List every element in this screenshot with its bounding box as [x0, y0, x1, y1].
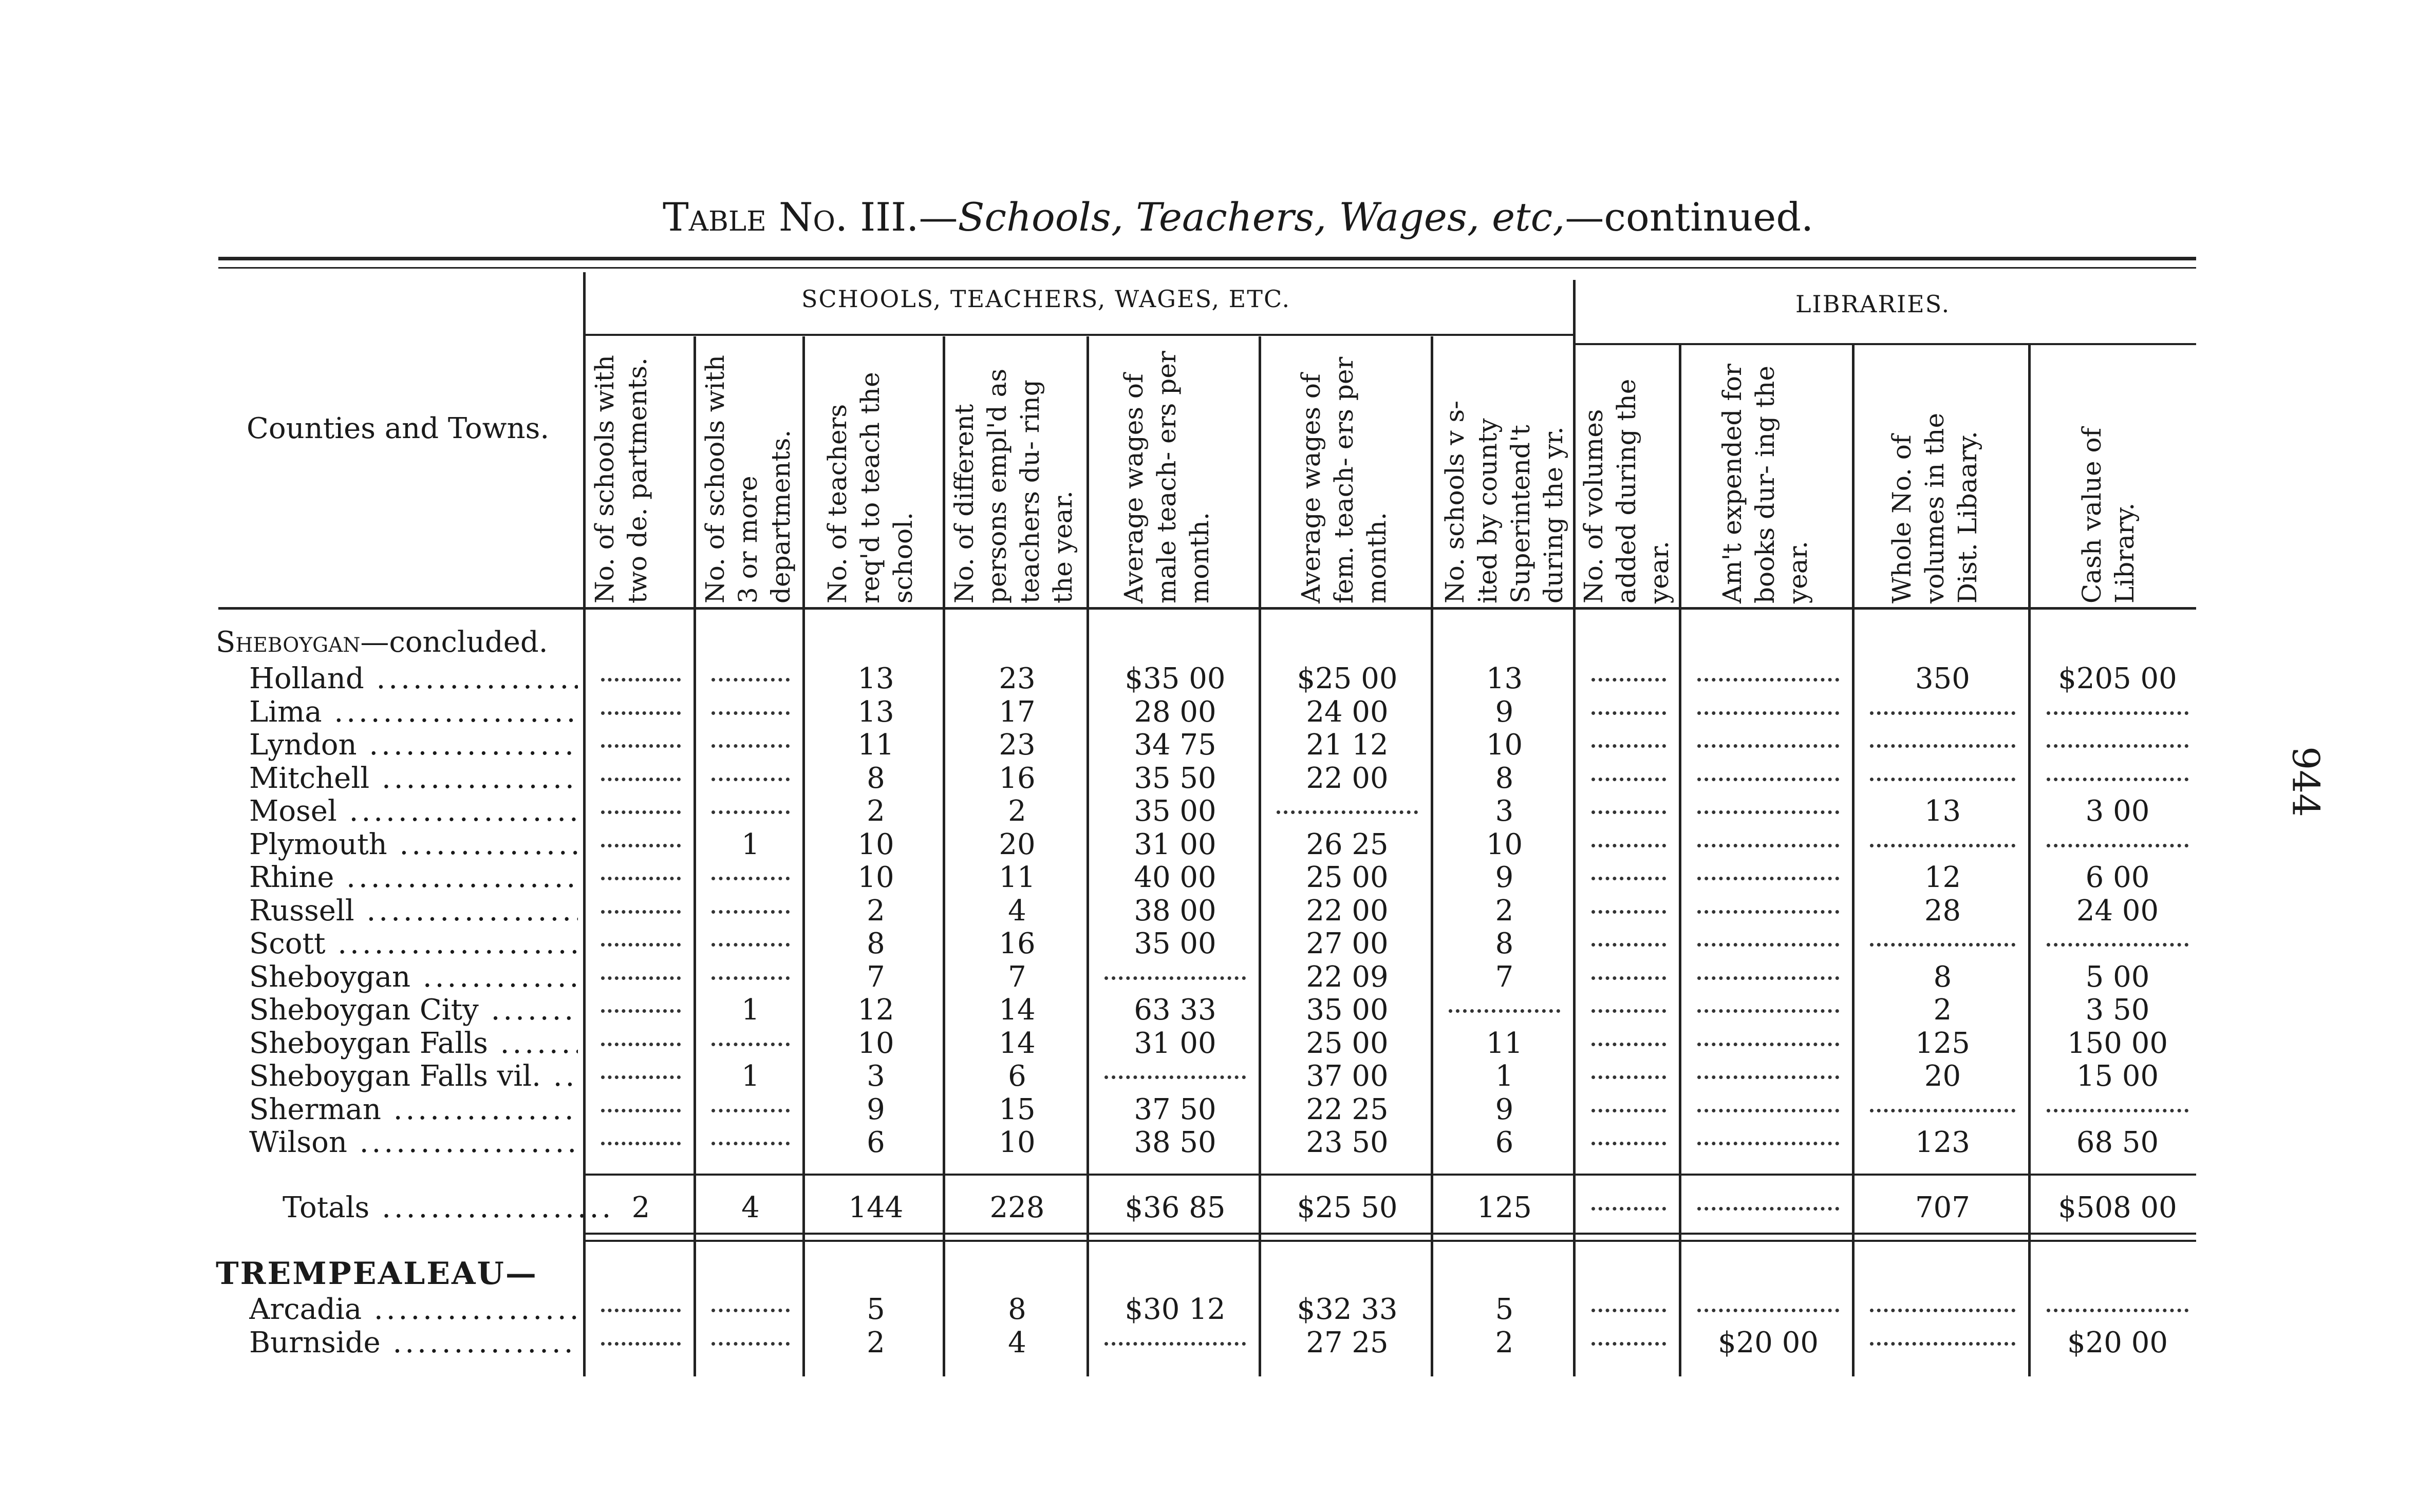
empty-cell-leader — [1591, 711, 1666, 715]
table-cell: $30 12 — [1125, 1293, 1226, 1326]
table-cell: 24 00 — [2076, 894, 2159, 928]
schools-group-underline — [586, 334, 1575, 336]
empty-cell-leader — [1591, 678, 1666, 682]
town-name: Scott ..... — [249, 928, 578, 960]
table-cell: 707 — [1915, 1191, 1970, 1224]
table-row — [0, 1126, 2435, 1159]
empty-cell-leader — [601, 1009, 681, 1013]
totals-top-rule — [583, 1174, 2196, 1176]
table-cell: 2 — [867, 894, 885, 928]
town-name: Sheboygan Falls vil. ..... — [249, 1060, 578, 1093]
table-cell: 13 — [1924, 795, 1961, 828]
empty-cell-leader — [1591, 1109, 1666, 1112]
empty-cell-leader — [601, 1075, 681, 1079]
town-name: Wilson ..... — [249, 1126, 578, 1159]
empty-cell-leader — [601, 943, 681, 947]
table-cell: 9 — [1495, 695, 1514, 729]
empty-cell-leader — [601, 678, 681, 682]
table-cell: 7 — [1008, 960, 1026, 994]
empty-cell-leader — [1591, 1075, 1666, 1079]
town-name: Holland ..... — [249, 663, 578, 695]
table-cell: 4 — [1008, 894, 1026, 928]
table-cell: 3 — [1495, 795, 1514, 828]
empty-cell-leader — [2047, 711, 2188, 715]
empty-cell-leader — [1870, 711, 2015, 715]
town-name: Sheboygan City ..... — [249, 994, 578, 1027]
empty-cell-leader — [1591, 744, 1666, 748]
table-cell: $20 00 — [1718, 1326, 1819, 1359]
table-cell: 38 50 — [1134, 1126, 1216, 1159]
table-cell: $20 00 — [2067, 1326, 2168, 1359]
table-cell: 23 — [999, 662, 1036, 695]
title-italic: Schools, Teachers, Wages, etc, — [958, 194, 1565, 240]
table-cell: 38 00 — [1134, 894, 1216, 928]
totals-bottom-rule-2 — [583, 1240, 2196, 1242]
table-cell: 2 — [867, 1326, 885, 1359]
table-cell: 8 — [1495, 927, 1514, 960]
empty-cell-leader — [1104, 976, 1246, 980]
table-cell: 6 00 — [2085, 861, 2150, 894]
empty-cell-leader — [711, 1109, 790, 1112]
title-suffix: —continued. — [1565, 194, 1814, 240]
empty-cell-leader — [601, 1043, 681, 1046]
section-label-sheboygan: Sheboygan—concluded. — [216, 626, 548, 659]
empty-cell-leader — [1104, 1342, 1246, 1346]
empty-cell-leader — [1591, 778, 1666, 781]
table-cell: 13 — [857, 695, 894, 729]
table-row — [0, 1327, 2435, 1359]
empty-cell-leader — [1870, 744, 2015, 748]
empty-cell-leader — [1697, 1207, 1839, 1211]
empty-cell-leader — [1591, 910, 1666, 914]
empty-cell-leader — [711, 1142, 790, 1145]
table-cell: 5 00 — [2085, 960, 2150, 994]
table-cell: 22 00 — [1306, 894, 1389, 928]
table-cell: 144 — [848, 1191, 904, 1224]
table-cell: 25 00 — [1306, 861, 1389, 894]
empty-cell-leader — [1591, 877, 1666, 880]
table-cell: 7 — [1495, 960, 1514, 994]
table-cell: 2 — [1008, 795, 1026, 828]
table-cell: 25 00 — [1306, 1026, 1389, 1060]
table-cell: 10 — [999, 1126, 1036, 1159]
town-name: Russell ..... — [249, 895, 578, 928]
table-cell: 13 — [857, 662, 894, 695]
table-cell: 1 — [1495, 1060, 1514, 1093]
empty-cell-leader — [1591, 1009, 1666, 1013]
table-row — [0, 961, 2435, 994]
table-cell: 2 — [1933, 993, 1952, 1027]
empty-cell-leader — [711, 711, 790, 715]
empty-cell-leader — [711, 910, 790, 914]
empty-cell-leader — [711, 744, 790, 748]
table-cell: 23 50 — [1306, 1126, 1389, 1159]
empty-cell-leader — [1591, 1142, 1666, 1145]
empty-cell-leader — [601, 844, 681, 847]
table-row — [0, 1027, 2435, 1060]
empty-cell-leader — [1277, 810, 1418, 814]
empty-cell-leader — [1697, 1109, 1839, 1112]
table-cell: 14 — [999, 993, 1036, 1027]
empty-cell-leader — [1697, 1309, 1839, 1312]
table-cell: 35 00 — [1134, 795, 1216, 828]
table-cell: 16 — [999, 927, 1036, 960]
empty-cell-leader — [601, 910, 681, 914]
table-cell: 9 — [1495, 861, 1514, 894]
table-cell: 1 — [741, 1060, 760, 1093]
table-title — [663, 194, 1814, 240]
empty-cell-leader — [601, 976, 681, 980]
table-cell: 8 — [1008, 1293, 1026, 1326]
empty-cell-leader — [1697, 711, 1839, 715]
table-cell: 7 — [867, 960, 885, 994]
table-cell: 26 25 — [1306, 827, 1389, 861]
empty-cell-leader — [1870, 844, 2015, 847]
table-cell: 6 — [867, 1126, 885, 1159]
table-cell: 8 — [1933, 960, 1952, 994]
table-row — [0, 1093, 2435, 1126]
table-cell: 123 — [1915, 1126, 1970, 1159]
empty-cell-leader — [1870, 943, 2015, 947]
empty-cell-leader — [711, 877, 790, 880]
empty-cell-leader — [1591, 1309, 1666, 1312]
libraries-group-underline — [1575, 343, 2196, 345]
table-cell: 3 — [867, 1060, 885, 1093]
empty-cell-leader — [1697, 910, 1839, 914]
top-rule-thick — [218, 257, 2196, 260]
empty-cell-leader — [601, 1142, 681, 1145]
empty-cell-leader — [1697, 678, 1839, 682]
table-cell: 4 — [1008, 1326, 1026, 1359]
table-cell: 34 75 — [1134, 728, 1216, 762]
table-cell: 12 — [1924, 861, 1961, 894]
table-cell: 3 00 — [2085, 795, 2150, 828]
table-row — [0, 762, 2435, 795]
totals-bottom-rule-1 — [583, 1233, 2196, 1235]
empty-cell-leader — [1697, 778, 1839, 781]
empty-cell-leader — [1591, 844, 1666, 847]
empty-cell-leader — [601, 1342, 681, 1346]
town-name: Rhine ..... — [249, 861, 578, 894]
town-name: Sherman ..... — [249, 1093, 578, 1126]
table-cell: 9 — [867, 1092, 885, 1126]
empty-cell-leader — [2047, 943, 2188, 947]
town-name: Mitchell ..... — [249, 762, 578, 795]
empty-cell-leader — [1104, 1075, 1246, 1079]
table-cell: 10 — [1486, 728, 1523, 762]
table-cell: 35 00 — [1134, 927, 1216, 960]
table-cell: 11 — [857, 728, 894, 762]
counties-header: Counties and Towns. — [247, 412, 550, 445]
empty-cell-leader — [1449, 1009, 1560, 1013]
table-cell: 10 — [1486, 827, 1523, 861]
table-row — [0, 928, 2435, 960]
empty-cell-leader — [711, 1309, 790, 1312]
empty-cell-leader — [1591, 943, 1666, 947]
empty-cell-leader — [1697, 1142, 1839, 1145]
town-name: Burnside ..... — [249, 1327, 578, 1359]
table-cell: 125 — [1477, 1191, 1532, 1224]
empty-cell-leader — [1697, 1043, 1839, 1046]
table-cell: 5 — [867, 1293, 885, 1326]
table-cell: 63 33 — [1134, 993, 1216, 1027]
empty-cell-leader — [1697, 844, 1839, 847]
empty-cell-leader — [711, 976, 790, 980]
town-name: Arcadia ..... — [249, 1293, 578, 1326]
table-cell: 9 — [1495, 1092, 1514, 1126]
page-number: 944 — [2284, 746, 2328, 817]
table-cell: 10 — [857, 1026, 894, 1060]
table-row — [0, 729, 2435, 762]
table-cell: 15 — [999, 1092, 1036, 1126]
table-cell: 2 — [631, 1191, 650, 1224]
table-cell: 350 — [1915, 662, 1970, 695]
table-cell: 20 — [1924, 1060, 1961, 1093]
table-row — [0, 994, 2435, 1027]
empty-cell-leader — [2047, 1309, 2188, 1312]
town-name: Mosel ..... — [249, 795, 578, 828]
table-cell: $36 85 — [1125, 1191, 1226, 1224]
town-name: Lyndon ..... — [249, 729, 578, 762]
table-cell: 37 50 — [1134, 1092, 1216, 1126]
title-prefix: Table No. III.— — [663, 194, 958, 240]
empty-cell-leader — [1870, 1309, 2015, 1312]
town-name: Sheboygan Falls ..... — [249, 1027, 578, 1060]
table-cell: 2 — [1495, 894, 1514, 928]
table-cell: 31 00 — [1134, 827, 1216, 861]
table-cell: 2 — [867, 795, 885, 828]
table-cell: 20 — [999, 827, 1036, 861]
table-row — [0, 1060, 2435, 1093]
empty-cell-leader — [711, 943, 790, 947]
table-row — [0, 696, 2435, 729]
town-name: Plymouth ..... — [249, 828, 578, 861]
table-cell: 40 00 — [1134, 861, 1216, 894]
table-cell: 8 — [867, 927, 885, 960]
empty-cell-leader — [711, 810, 790, 814]
empty-cell-leader — [1697, 1009, 1839, 1013]
table-cell: 125 — [1915, 1026, 1970, 1060]
table-cell: 31 00 — [1134, 1026, 1216, 1060]
group-header-schools: SCHOOLS, TEACHERS, WAGES, ETC. — [801, 285, 1291, 313]
table-cell: 8 — [867, 761, 885, 795]
table-cell: 15 00 — [2076, 1060, 2159, 1093]
table-cell: $25 50 — [1297, 1191, 1398, 1224]
section-label-trempealeau: TREMPEALEAU— — [216, 1256, 538, 1292]
table-cell: 228 — [989, 1191, 1045, 1224]
table-cell: 16 — [999, 761, 1036, 795]
town-name: Lima ..... — [249, 696, 578, 729]
table-cell: 12 — [857, 993, 894, 1027]
table-row — [0, 861, 2435, 894]
table-cell: 1 — [741, 993, 760, 1027]
empty-cell-leader — [601, 744, 681, 748]
empty-cell-leader — [1697, 1075, 1839, 1079]
empty-cell-leader — [1870, 1342, 2015, 1346]
table-cell: 35 50 — [1134, 761, 1216, 795]
table-row — [0, 1293, 2435, 1326]
empty-cell-leader — [711, 1043, 790, 1046]
table-cell: 10 — [857, 861, 894, 894]
header-bottom-rule — [218, 607, 2196, 610]
table-cell: 13 — [1486, 662, 1523, 695]
empty-cell-leader — [2047, 744, 2188, 748]
table-cell: 37 00 — [1306, 1060, 1389, 1093]
empty-cell-leader — [1697, 877, 1839, 880]
table-cell: 22 09 — [1306, 960, 1389, 994]
table-cell: $25 00 — [1297, 662, 1398, 695]
empty-cell-leader — [1697, 744, 1839, 748]
table-cell: 6 — [1495, 1126, 1514, 1159]
town-name: Sheboygan ..... — [249, 961, 578, 994]
group-header-libraries: LIBRARIES. — [1795, 290, 1951, 318]
table-cell: 22 25 — [1306, 1092, 1389, 1126]
table-cell: 6 — [1008, 1060, 1026, 1093]
table-cell: $35 00 — [1125, 662, 1226, 695]
empty-cell-leader — [601, 877, 681, 880]
table-cell: 28 — [1924, 894, 1961, 928]
empty-cell-leader — [2047, 778, 2188, 781]
empty-cell-leader — [711, 678, 790, 682]
table-cell: 22 00 — [1306, 761, 1389, 795]
table-cell: 1 — [741, 827, 760, 861]
table-row — [0, 828, 2435, 861]
table-cell: 27 00 — [1306, 927, 1389, 960]
empty-cell-leader — [1870, 778, 2015, 781]
table-cell: 28 00 — [1134, 695, 1216, 729]
totals-label: Totals ..... — [283, 1192, 611, 1224]
empty-cell-leader — [1591, 1207, 1666, 1211]
table-cell: $32 33 — [1297, 1293, 1398, 1326]
table-cell: 8 — [1495, 761, 1514, 795]
empty-cell-leader — [711, 778, 790, 781]
table-cell: 5 — [1495, 1293, 1514, 1326]
empty-cell-leader — [1591, 1342, 1666, 1346]
empty-cell-leader — [1870, 1109, 2015, 1112]
table-cell: 3 50 — [2085, 993, 2150, 1027]
empty-cell-leader — [601, 810, 681, 814]
table-cell: 150 00 — [2067, 1026, 2168, 1060]
empty-cell-leader — [1591, 976, 1666, 980]
empty-cell-leader — [2047, 844, 2188, 847]
empty-cell-leader — [711, 1342, 790, 1346]
empty-cell-leader — [601, 778, 681, 781]
table-cell: 68 50 — [2076, 1126, 2159, 1159]
table-row — [0, 663, 2435, 695]
empty-cell-leader — [1697, 976, 1839, 980]
table-cell: 4 — [741, 1191, 760, 1224]
table-cell: 2 — [1495, 1326, 1514, 1359]
empty-cell-leader — [1697, 943, 1839, 947]
table-cell: 14 — [999, 1026, 1036, 1060]
table-cell: 27 25 — [1306, 1326, 1389, 1359]
empty-cell-leader — [601, 1309, 681, 1312]
table-row — [0, 895, 2435, 928]
table-cell: 11 — [1486, 1026, 1523, 1060]
table-cell: $205 00 — [2058, 662, 2177, 695]
table-cell: 21 12 — [1306, 728, 1389, 762]
totals-row — [0, 1192, 2435, 1224]
empty-cell-leader — [1591, 1043, 1666, 1046]
table-cell: 11 — [999, 861, 1036, 894]
table-cell: $508 00 — [2058, 1191, 2177, 1224]
empty-cell-leader — [2047, 1109, 2188, 1112]
empty-cell-leader — [601, 711, 681, 715]
table-cell: 23 — [999, 728, 1036, 762]
empty-cell-leader — [1591, 810, 1666, 814]
top-rule-thin — [218, 267, 2196, 269]
table-cell: 17 — [999, 695, 1036, 729]
table-cell: 10 — [857, 827, 894, 861]
empty-cell-leader — [1697, 810, 1839, 814]
empty-cell-leader — [601, 1109, 681, 1112]
table-cell: 24 00 — [1306, 695, 1389, 729]
table-row — [0, 795, 2435, 828]
table-cell: 35 00 — [1306, 993, 1389, 1027]
